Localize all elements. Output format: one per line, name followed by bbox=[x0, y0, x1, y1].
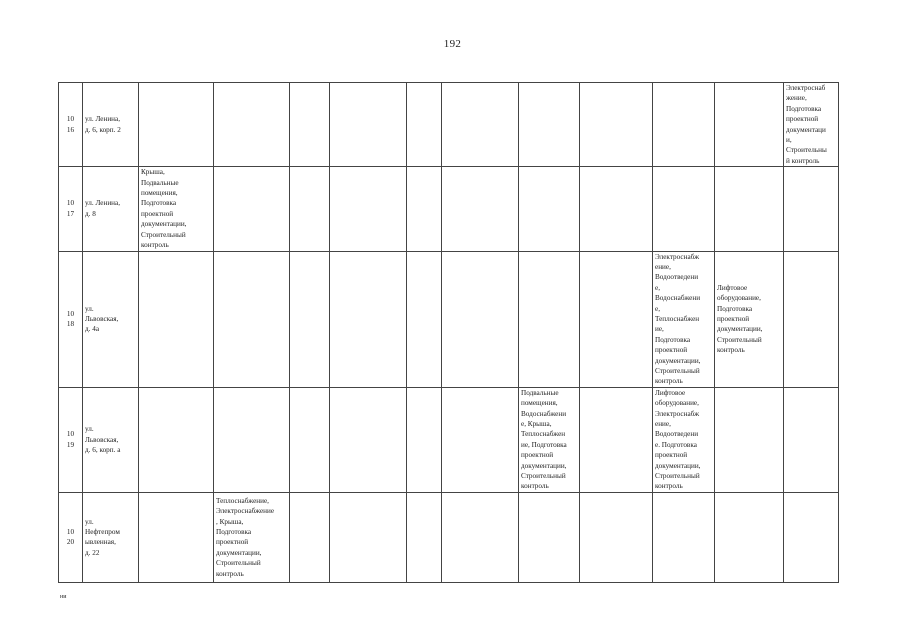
work-cell bbox=[653, 251, 715, 387]
address-cell bbox=[83, 251, 139, 387]
work-cell bbox=[653, 387, 715, 492]
work-cell bbox=[290, 167, 330, 251]
work-text: Лифтовое оборудование, Электроснабж ение, Водоотведени е. Подготовка проектной документации, Строительный контроль bbox=[655, 388, 701, 491]
address-text: ул. Львовская, д. 4а bbox=[85, 304, 119, 334]
work-cell bbox=[715, 167, 784, 251]
work-text: Крыша, Подвальные помещения, Подготовка проектной документации, Строительный контроль bbox=[141, 168, 187, 250]
address-text: ул. Ленина, д. 8 bbox=[85, 199, 120, 218]
row-number: 10 17 bbox=[66, 199, 75, 218]
table-row bbox=[59, 492, 839, 582]
table-row bbox=[59, 83, 839, 167]
work-cell bbox=[214, 83, 290, 167]
work-cell bbox=[290, 251, 330, 387]
work-cell bbox=[139, 251, 214, 387]
work-cell bbox=[442, 387, 519, 492]
work-cell bbox=[653, 167, 715, 251]
work-cell bbox=[290, 387, 330, 492]
work-cell bbox=[442, 83, 519, 167]
work-cell bbox=[519, 83, 580, 167]
work-cell bbox=[330, 251, 407, 387]
address-cell bbox=[83, 83, 139, 167]
footer-mark: ни bbox=[60, 594, 67, 600]
work-text: Лифтовое оборудование, Подготовка проектной документации, Строительный контроль bbox=[717, 283, 763, 355]
work-cell bbox=[784, 492, 839, 582]
work-cell bbox=[290, 83, 330, 167]
work-cell bbox=[715, 387, 784, 492]
address-cell bbox=[83, 387, 139, 492]
work-cell bbox=[784, 167, 839, 251]
row-number: 10 16 bbox=[66, 115, 75, 134]
work-cell bbox=[214, 492, 290, 582]
work-cell bbox=[580, 167, 653, 251]
work-cell bbox=[784, 387, 839, 492]
work-cell bbox=[784, 251, 839, 387]
work-cell bbox=[442, 492, 519, 582]
work-cell bbox=[214, 167, 290, 251]
work-cell bbox=[442, 167, 519, 251]
work-cell bbox=[407, 492, 442, 582]
work-cell bbox=[139, 387, 214, 492]
work-cell bbox=[580, 83, 653, 167]
work-cell bbox=[139, 167, 214, 251]
row-number-cell bbox=[59, 83, 83, 167]
work-cell bbox=[519, 387, 580, 492]
row-number-cell bbox=[59, 387, 83, 492]
row-number-cell bbox=[59, 251, 83, 387]
row-number-cell bbox=[59, 492, 83, 582]
work-text: Теплоснабжение, Электроснабжение , Крыша, Подготовка проектной документации, Строительный контроль bbox=[216, 496, 275, 578]
row-number: 10 20 bbox=[66, 527, 75, 547]
work-cell bbox=[715, 83, 784, 167]
row-number-cell bbox=[59, 167, 83, 251]
address-cell bbox=[83, 167, 139, 251]
table-row bbox=[59, 251, 839, 387]
work-cell bbox=[519, 167, 580, 251]
work-cell bbox=[330, 83, 407, 167]
work-cell bbox=[214, 387, 290, 492]
repair-schedule-table bbox=[58, 82, 839, 583]
work-cell bbox=[407, 167, 442, 251]
address-text: ул. Ленина, д. 6, корп. 2 bbox=[85, 115, 121, 134]
work-cell bbox=[653, 83, 715, 167]
work-cell bbox=[784, 83, 839, 167]
work-cell bbox=[214, 251, 290, 387]
work-cell bbox=[290, 492, 330, 582]
address-text: ул. Нефтепром ывленная, д. 22 bbox=[85, 517, 120, 557]
work-cell bbox=[330, 167, 407, 251]
work-text: Электроснаб жение, Подготовка проектной документаци и, Строительны й контроль bbox=[786, 84, 827, 165]
page-number: 192 bbox=[443, 38, 462, 50]
work-cell bbox=[715, 492, 784, 582]
work-cell bbox=[519, 251, 580, 387]
table-row bbox=[59, 167, 839, 251]
work-cell bbox=[407, 387, 442, 492]
address-cell bbox=[83, 492, 139, 582]
work-cell bbox=[407, 251, 442, 387]
work-cell bbox=[580, 492, 653, 582]
row-number: 10 18 bbox=[66, 309, 75, 329]
work-cell bbox=[330, 387, 407, 492]
work-text: Электроснабж ение, Водоотведени е, Водоснабжени е, Теплоснабжен ие, Подготовка проектной документации, Строительный контроль bbox=[655, 252, 701, 386]
address-text: ул. Львовская, д. 6, корп. а bbox=[85, 425, 121, 455]
work-cell bbox=[442, 251, 519, 387]
work-cell bbox=[519, 492, 580, 582]
work-cell bbox=[407, 83, 442, 167]
work-text: Подвальные помещения, Водоснабжени е, Крыша, Теплоснабжен ие, Подготовка проектной документации, Строительный контроль bbox=[521, 388, 567, 491]
work-cell bbox=[330, 492, 407, 582]
table-row bbox=[59, 387, 839, 492]
work-cell bbox=[139, 83, 214, 167]
work-cell bbox=[580, 251, 653, 387]
row-number: 10 19 bbox=[66, 430, 75, 449]
work-cell bbox=[715, 251, 784, 387]
work-cell bbox=[580, 387, 653, 492]
work-cell bbox=[139, 492, 214, 582]
work-cell bbox=[653, 492, 715, 582]
